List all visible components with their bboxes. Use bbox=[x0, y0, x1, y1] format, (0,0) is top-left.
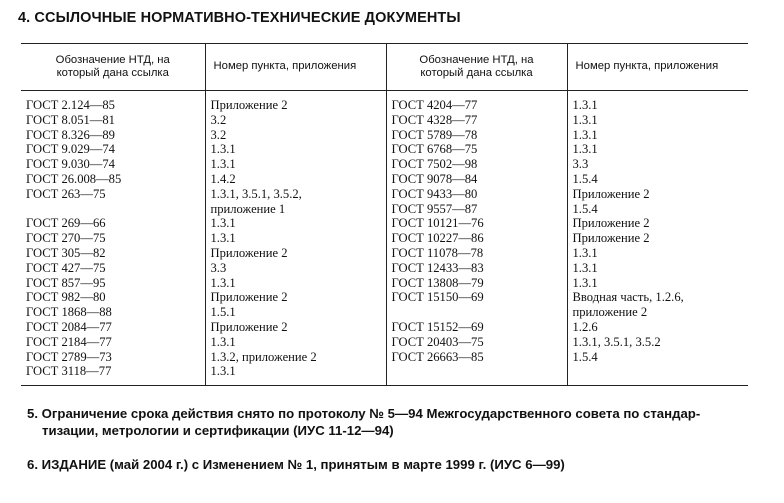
cell-clause-left: 1.5.1 bbox=[205, 305, 386, 320]
cell-doc-designation-left: ГОСТ 1868—88 bbox=[21, 305, 205, 320]
note-6: 6. ИЗДАНИЕ (май 2004 г.) с Изменением № 1, принятым в марте 1999 г. (ИУС 6—99) bbox=[27, 457, 565, 472]
table-row bbox=[21, 113, 748, 128]
cell-doc-designation-left: ГОСТ 982—80 bbox=[21, 290, 205, 305]
cell-clause-right: 1.3.1 bbox=[572, 112, 598, 127]
table-row bbox=[21, 231, 748, 246]
table-row bbox=[21, 320, 748, 335]
cell-clause-left: 3.2 bbox=[205, 128, 386, 143]
cell-clause-left: 1.3.1 bbox=[205, 216, 386, 231]
table-row bbox=[21, 364, 748, 385]
cell-clause-right: Вводная часть, 1.2.6, bbox=[572, 290, 684, 305]
cell-clause-left: Приложение 2 bbox=[205, 290, 386, 305]
cell-doc-designation-right: ГОСТ 15152—69 bbox=[386, 320, 567, 335]
cell-clause-right: 1.5.4 bbox=[572, 349, 598, 364]
header-line: Номер пункта, приложения bbox=[213, 60, 357, 73]
section-title: 4. ССЫЛОЧНЫЕ НОРМАТИВНО-ТЕХНИЧЕСКИЕ ДОКУМЕНТЫ bbox=[18, 10, 461, 26]
table-row bbox=[21, 305, 748, 320]
cell-doc-designation-right: ГОСТ 6768—75 bbox=[386, 142, 567, 157]
cell-clause-left: 3.2 bbox=[205, 113, 386, 128]
cell-clause-right: 1.3.1 bbox=[572, 98, 598, 112]
cell-doc-designation-right: ГОСТ 9433—80 bbox=[386, 187, 567, 202]
table-row bbox=[21, 142, 748, 157]
cell-doc-designation-right: ГОСТ 10227—86 bbox=[386, 231, 567, 246]
cell-clause-right: 1.3.1 bbox=[572, 260, 598, 275]
cell-clause-left: приложение 1 bbox=[205, 202, 386, 217]
table-row bbox=[21, 187, 748, 202]
cell-clause-right: Приложение 2 bbox=[572, 231, 650, 246]
table-row bbox=[21, 290, 748, 305]
table-row bbox=[21, 350, 748, 365]
cell-doc-designation-left: ГОСТ 2.124—85 bbox=[21, 91, 205, 113]
cell-doc-designation-right: ГОСТ 7502—98 bbox=[386, 157, 567, 172]
table-row bbox=[21, 172, 748, 187]
header-line: который дана ссылка bbox=[56, 67, 169, 79]
header-clause-number-left bbox=[205, 44, 386, 91]
header-doc-designation-left bbox=[21, 44, 205, 91]
cell-doc-designation-right: ГОСТ 4328—77 bbox=[386, 113, 567, 128]
cell-clause-left: 1.3.1 bbox=[205, 142, 386, 157]
cell-doc-designation-right: ГОСТ 9078—84 bbox=[386, 172, 567, 187]
cell-clause-left: 1.3.1, 3.5.1, 3.5.2, bbox=[205, 187, 386, 202]
cell-clause-left: 1.3.1 bbox=[205, 231, 386, 246]
table-row bbox=[21, 335, 748, 350]
table-row bbox=[21, 128, 748, 143]
cell-clause-right: 1.3.1 bbox=[572, 245, 598, 260]
cell-doc-designation-right: ГОСТ 11078—78 bbox=[386, 246, 567, 261]
cell-doc-designation-left bbox=[21, 202, 205, 217]
note-5 bbox=[27, 405, 757, 439]
cell-clause-right: приложение 2 bbox=[572, 305, 648, 320]
reference-documents-table bbox=[21, 43, 748, 386]
cell-clause-left: Приложение 2 bbox=[205, 246, 386, 261]
table-row bbox=[21, 246, 748, 261]
cell-clause-right: 1.3.1 bbox=[572, 142, 598, 157]
cell-clause-left: Приложение 2 bbox=[205, 320, 386, 335]
cell-doc-designation-left: ГОСТ 427—75 bbox=[21, 261, 205, 276]
note-5-line-2: тизации, метрологии и сертификации (ИУС 11-12—94) bbox=[42, 423, 394, 438]
table-row bbox=[21, 216, 748, 231]
header-line: Обозначение НТД, на bbox=[419, 53, 534, 66]
cell-clause-right: 3.3 bbox=[572, 157, 589, 172]
cell-doc-designation-right: ГОСТ 26663—85 bbox=[386, 350, 567, 365]
cell-doc-designation-right: ГОСТ 12433—83 bbox=[386, 261, 567, 276]
cell-clause-right: 1.5.4 bbox=[572, 201, 598, 216]
cell-clause-left: 1.3.1 bbox=[205, 335, 386, 350]
cell-doc-designation-left: ГОСТ 269—66 bbox=[21, 216, 205, 231]
cell-doc-designation-left: ГОСТ 2184—77 bbox=[21, 335, 205, 350]
table-row bbox=[21, 157, 748, 172]
header-line: Обозначение НТД, на bbox=[55, 53, 170, 66]
header-clause-number-right bbox=[567, 44, 748, 91]
cell-doc-designation-left: ГОСТ 857—95 bbox=[21, 276, 205, 291]
cell-doc-designation-left: ГОСТ 270—75 bbox=[21, 231, 205, 246]
cell-clause-right: 1.5.4 bbox=[572, 171, 598, 186]
cell-clause-left: 1.3.1 bbox=[205, 364, 386, 385]
header-line: Номер пункта, приложения bbox=[575, 60, 719, 73]
header-doc-designation-right bbox=[386, 44, 567, 91]
cell-doc-designation-left: ГОСТ 263—75 bbox=[21, 187, 205, 202]
header-line: который дана ссылка bbox=[420, 67, 533, 79]
cell-doc-designation-right: ГОСТ 9557—87 bbox=[386, 202, 567, 217]
cell-doc-designation-right: ГОСТ 13808—79 bbox=[386, 276, 567, 291]
cell-clause-left: 1.3.1 bbox=[205, 157, 386, 172]
cell-clause-left: 3.3 bbox=[205, 261, 386, 276]
cell-doc-designation-right: ГОСТ 10121—76 bbox=[386, 216, 567, 231]
cell-clause-right: 1.2.6 bbox=[572, 319, 598, 334]
cell-doc-designation-right: ГОСТ 15150—69 bbox=[386, 290, 567, 305]
cell-clause-right: Приложение 2 bbox=[572, 216, 650, 231]
cell-clause-left: 1.3.1 bbox=[205, 276, 386, 291]
cell-clause-left: 1.3.2, приложение 2 bbox=[205, 350, 386, 365]
table-body bbox=[21, 91, 748, 386]
cell-doc-designation-right: ГОСТ 20403—75 bbox=[386, 335, 567, 350]
cell-doc-designation-left: ГОСТ 2789—73 bbox=[21, 350, 205, 365]
cell-doc-designation-right bbox=[386, 305, 567, 320]
cell-clause-left: 1.4.2 bbox=[205, 172, 386, 187]
note-5-line-1: 5. Ограничение срока действия снято по протоколу № 5—94 Межгосударственного совета по стандар- bbox=[27, 406, 701, 421]
cell-doc-designation-left: ГОСТ 2084—77 bbox=[21, 320, 205, 335]
cell-clause-right: 1.3.1 bbox=[572, 275, 598, 290]
cell-doc-designation-left: ГОСТ 8.326—89 bbox=[21, 128, 205, 143]
cell-doc-designation-right bbox=[386, 364, 567, 385]
cell-doc-designation-left: ГОСТ 305—82 bbox=[21, 246, 205, 261]
cell-clause-right: 1.3.1, 3.5.1, 3.5.2 bbox=[572, 334, 661, 349]
table-header-row bbox=[21, 44, 748, 91]
table-row bbox=[21, 91, 748, 113]
cell-clause-right: Приложение 2 bbox=[572, 186, 650, 201]
cell-doc-designation-left: ГОСТ 3118—77 bbox=[21, 364, 205, 385]
cell-doc-designation-left: ГОСТ 26.008—85 bbox=[21, 172, 205, 187]
cell-clause-right bbox=[567, 364, 748, 385]
table-row bbox=[21, 261, 748, 276]
cell-clause-right: 1.3.1 bbox=[572, 127, 598, 142]
cell-doc-designation-left: ГОСТ 8.051—81 bbox=[21, 113, 205, 128]
cell-clause-left: Приложение 2 bbox=[205, 91, 386, 113]
cell-doc-designation-right: ГОСТ 5789—78 bbox=[386, 128, 567, 143]
cell-doc-designation-left: ГОСТ 9.030—74 bbox=[21, 157, 205, 172]
table-row bbox=[21, 276, 748, 291]
table-row bbox=[21, 202, 748, 217]
cell-doc-designation-right: ГОСТ 4204—77 bbox=[386, 91, 567, 113]
cell-doc-designation-left: ГОСТ 9.029—74 bbox=[21, 142, 205, 157]
